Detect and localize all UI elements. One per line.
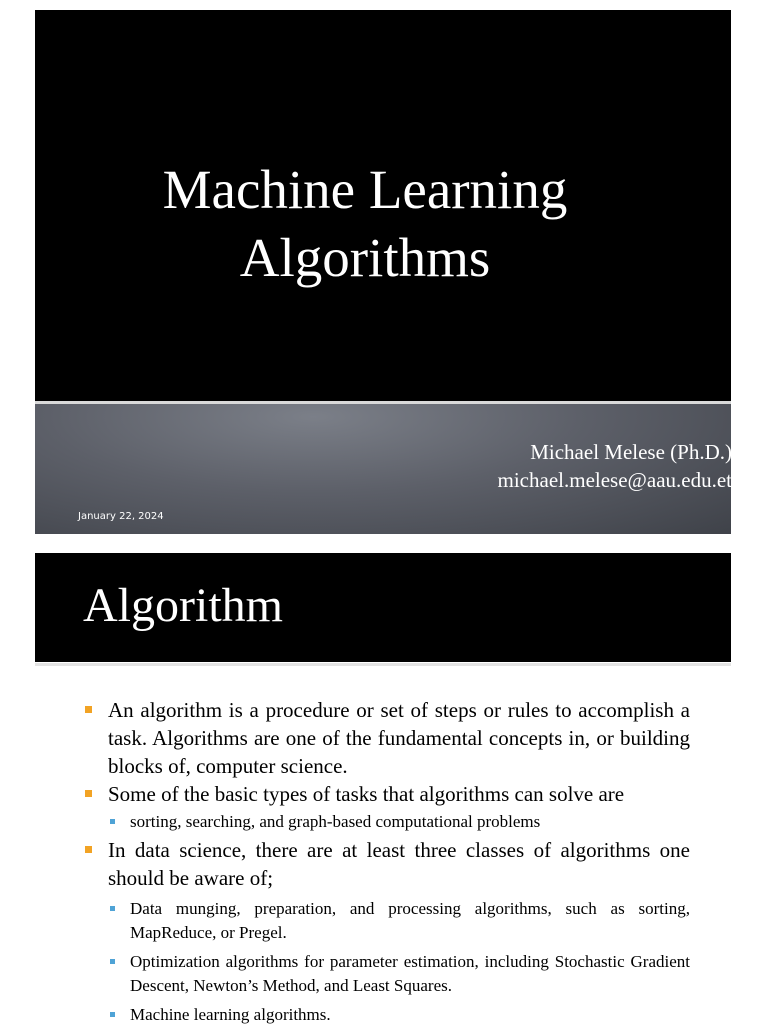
slide-body: [84, 696, 690, 1024]
blue-square-bullet-icon: [110, 959, 115, 964]
sub-bullet-item: [84, 950, 690, 998]
sub-bullet-item: [84, 1003, 690, 1024]
bullet-text: Some of the basic types of tasks that algorithms can solve are: [108, 782, 625, 806]
slide-date: January 22, 2024: [78, 511, 164, 522]
blue-square-bullet-icon: [110, 819, 115, 824]
orange-square-bullet-icon: [85, 790, 92, 797]
sub-bullet-text: Optimization algorithms for parameter estimation, including Stochastic Gradient Descent, Newton’s Method, and Least Squares.: [130, 952, 690, 995]
slide-title: Algorithm: [83, 579, 283, 632]
author-name: Michael Melese (Ph.D.): [530, 440, 732, 464]
bullet-text: An algorithm is a procedure or set of steps or rules to accomplish a task. Algorithms are one of the fundamental concepts in, or building blocks of, computer science.: [108, 698, 690, 778]
bullet-text: In data science, there are at least three classes of algorithms one should be aware of;: [108, 838, 690, 890]
author-block: [498, 438, 732, 494]
bullet-item: [84, 836, 690, 892]
sub-bullet-item: [84, 897, 690, 945]
sub-bullet-text: Data munging, preparation, and processing algorithms, such as sorting, MapReduce, or Pregel.: [130, 899, 690, 942]
bullet-item: [84, 780, 690, 808]
presentation-title: [0, 156, 730, 292]
header-divider: [35, 663, 731, 666]
title-line-2: Algorithms: [239, 227, 491, 288]
author-email: michael.melese@aau.edu.et: [497, 468, 732, 492]
blue-square-bullet-icon: [110, 906, 115, 911]
sub-bullet-item: [84, 810, 690, 834]
orange-square-bullet-icon: [85, 706, 92, 713]
sub-bullet-text: sorting, searching, and graph-based computational problems: [130, 812, 541, 831]
bullet-item: [84, 696, 690, 780]
title-line-1: Machine Learning: [162, 159, 568, 220]
orange-square-bullet-icon: [85, 846, 92, 853]
section-header: [35, 553, 731, 662]
blue-square-bullet-icon: [110, 1012, 115, 1017]
sub-bullet-text: Machine learning algorithms.: [130, 1005, 331, 1024]
